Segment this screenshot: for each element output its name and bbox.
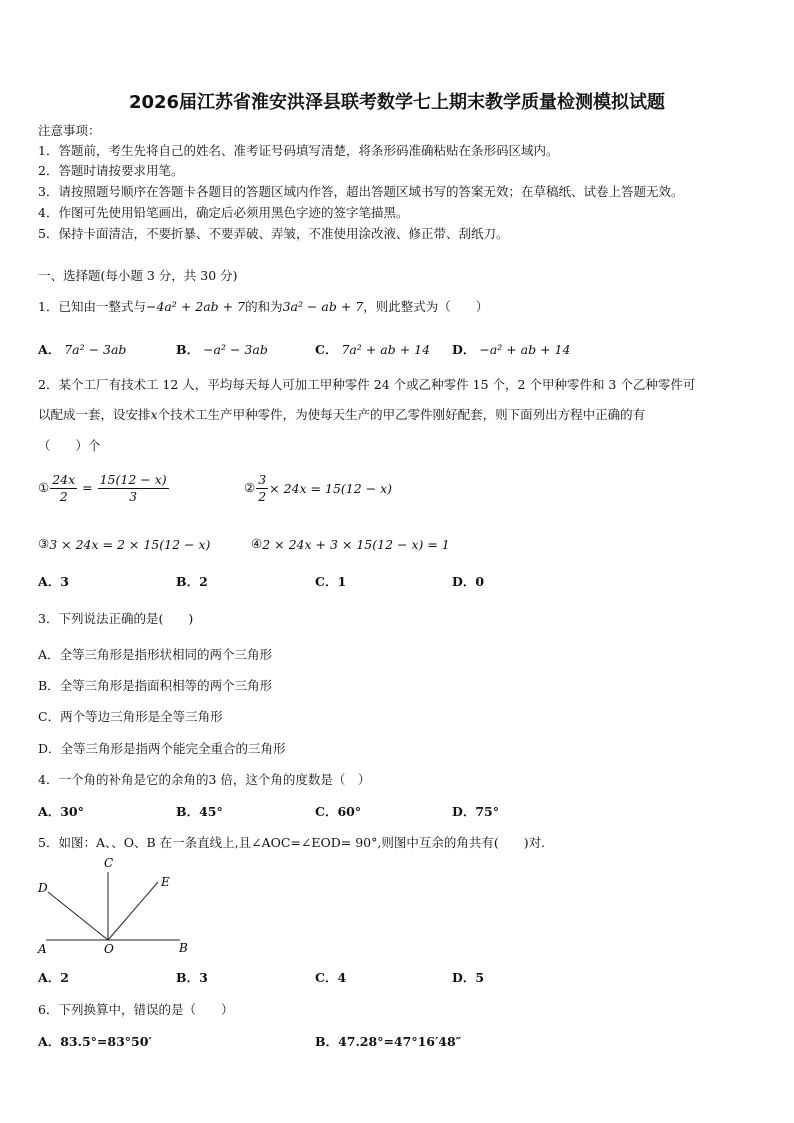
notice-item: 5．保持卡面清洁，不要折暴、不要弄破、弄皱，不准使用涂改液、修正带、刮纸刀。 <box>38 226 509 241</box>
q2-option-a: A．3 <box>38 574 69 589</box>
q3-option-c: C．两个等边三角形是全等三角形 <box>38 709 223 724</box>
question-3-stem: 3．下列说法正确的是( ) <box>38 611 194 626</box>
q2-equation-1: ① $\frac{24x}{2}$ = $\frac{15(12 - x)}{3}$ <box>38 472 167 504</box>
q2-option-b: B．2 <box>176 574 208 589</box>
question-2-line2: 以配成一套，设安排x个技术工生产甲种零件，为使每天生产的甲乙零件刚好配套，则下面列出方程中正确的有 <box>38 407 646 422</box>
section-heading: 一、选择题(每小题 3 分，共 30 分) <box>38 268 238 283</box>
q2-equation-3: ③3 × 24x = 2 × 15(12 − x) <box>38 536 211 552</box>
q5-option-c: C．4 <box>315 970 347 985</box>
q6-option-b: B．47.28°=47°16′48″ <box>315 1034 462 1049</box>
ray-oe <box>108 882 158 940</box>
q3-option-d: D．全等三角形是指两个能完全重合的三角形 <box>38 741 286 756</box>
q3-option-b: B．全等三角形是指面积相等的两个三角形 <box>38 678 273 693</box>
q5-option-a: A．2 <box>38 970 69 985</box>
q4-option-b: B．45° <box>176 804 223 819</box>
q1-post: ，则此整式为（ ） <box>363 299 489 314</box>
q1-mid: 的和为 <box>245 299 283 314</box>
question-4-stem: 4．一个角的补角是它的余角的3 倍，这个角的度数是（ ） <box>38 772 371 787</box>
question-1-stem <box>38 297 488 315</box>
q4-option-d: D．75° <box>452 804 499 819</box>
label-o: O <box>104 942 114 956</box>
label-a: A <box>38 942 47 956</box>
question-2-line3: （ ）个 <box>38 438 101 453</box>
notice-item: 4．作图可先使用铅笔画出，确定后必须用黑色字迹的签字笔描黑。 <box>38 205 409 220</box>
q1-expr2: 3a² − ab + 7 <box>282 299 364 314</box>
question-6-stem: 6．下列换算中，错误的是（ ） <box>38 1002 234 1017</box>
q4-option-a: A．30° <box>38 804 84 819</box>
q5-option-b: B．3 <box>176 970 208 985</box>
q2-equation-2: ② $\frac{3}{2}$ × 24x = 15(12 − x) <box>244 472 393 504</box>
label-c: C <box>104 856 114 870</box>
q1-option-d: D． −a² + ab + 14 <box>452 342 571 357</box>
label-e: E <box>161 875 170 889</box>
q4-option-c: C．60° <box>315 804 362 819</box>
q2-option-d: D．0 <box>452 574 485 589</box>
label-d: D <box>38 881 48 895</box>
ray-od <box>48 892 108 940</box>
notice-item: 2．答题时请按要求用笔。 <box>38 163 184 178</box>
q2-equation-4: ④2 × 24x + 3 × 15(12 − x) = 1 <box>251 536 450 552</box>
angle-figure <box>36 852 196 960</box>
q1-option-a: A． 7a² − 3ab <box>38 342 127 357</box>
q1-pre: 1．已知由一整式与 <box>38 299 146 314</box>
question-5-stem: 5．如图：A、、O、B 在一条直线上,且∠AOC=∠EOD= 90°,则图中互余的角共有( )对. <box>38 835 546 850</box>
q6-option-a: A．83.5°=83°50′ <box>38 1034 152 1049</box>
q3-option-a: A．全等三角形是指形状相同的两个三角形 <box>38 647 273 662</box>
question-2-line1: 2．某个工厂有技术工 12 人，平均每天每人可加工甲种零件 24 个或乙种零件 15 个，2 个甲种零件和 3 个乙种零件可 <box>38 377 696 392</box>
q2-option-c: C．1 <box>315 574 347 589</box>
q1-expr1: −4a² + 2ab + 7 <box>145 299 246 314</box>
notice-item: 1．答题前，考生先将自己的姓名、准考证号码填写清楚，将条形码准确粘贴在条形码区域内。 <box>38 143 559 158</box>
q1-option-b: B． −a² − 3ab <box>176 342 268 357</box>
label-b: B <box>179 941 188 955</box>
notice-heading: 注意事项： <box>38 123 101 138</box>
page-title: 2026届江苏省淮安洪泽县联考数学七上期末教学质量检测模拟试题 <box>128 92 666 113</box>
q1-option-c: C． 7a² + ab + 14 <box>315 342 431 357</box>
notice-item: 3．请按照题号顺序在答题卡各题目的答题区域内作答，超出答题区域书写的答案无效；在草稿纸、试卷上答题无效。 <box>38 184 684 199</box>
q5-option-d: D．5 <box>452 970 485 985</box>
